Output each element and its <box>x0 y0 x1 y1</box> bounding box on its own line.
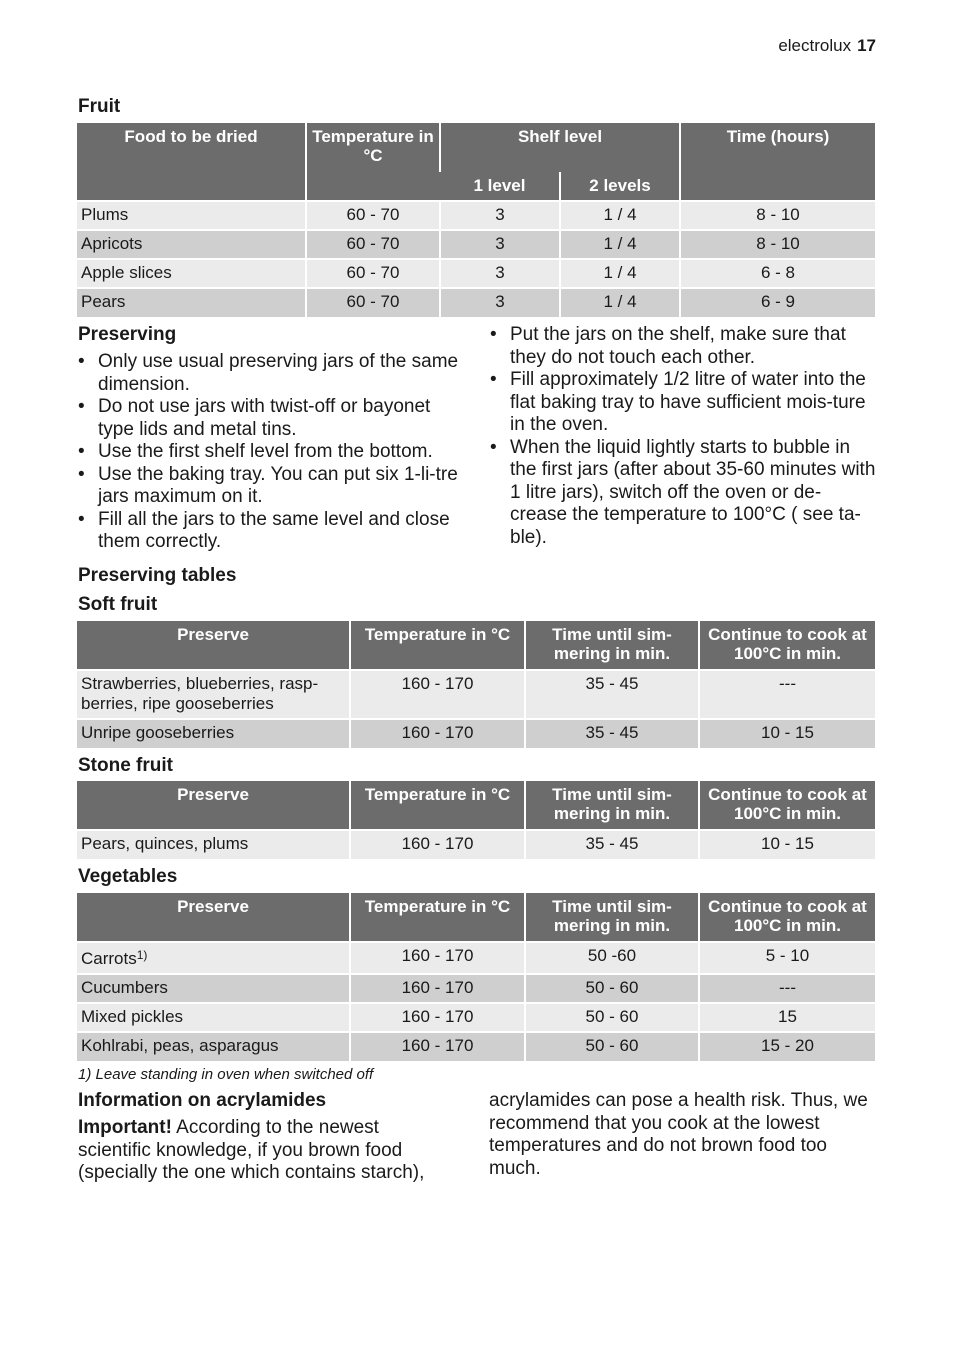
important-label: Important! <box>78 1117 172 1138</box>
header-time: Time (hours) <box>680 123 875 201</box>
header-temperature: Temperature in °C <box>350 893 525 942</box>
cell-simmering: 35 - 45 <box>525 719 699 748</box>
cell-two-levels: 1 / 4 <box>560 201 680 230</box>
header-simmering: Time until sim-mering in min. <box>525 893 699 942</box>
list-item: • Put the jars on the shelf, make sure that they do not touch each other. <box>490 324 876 369</box>
cell-temperature: 60 - 70 <box>306 230 440 259</box>
header-continue: Continue to cook at 100°C in min. <box>699 781 875 830</box>
header-temperature: Temperature in °C <box>306 123 440 201</box>
table-row <box>77 670 875 719</box>
table-row <box>77 830 875 859</box>
cell-continue: 15 <box>699 1003 875 1032</box>
cell-preserve: Pears, quinces, plums <box>77 830 350 859</box>
cell-one-level: 3 <box>440 201 560 230</box>
cell-preserve: Cucumbers <box>77 974 350 1003</box>
cell-temperature: 60 - 70 <box>306 288 440 317</box>
cell-temperature: 160 - 170 <box>350 1003 525 1032</box>
cell-simmering: 50 -60 <box>525 942 699 974</box>
cell-temperature: 160 - 170 <box>350 942 525 974</box>
header-two-levels: 2 levels <box>560 172 680 201</box>
list-item: • Do not use jars with twist-off or bayonet type lids and metal tins. <box>78 396 464 441</box>
cell-preserve: Strawberries, blueberries, rasp-berries, ripe gooseberries <box>77 670 350 719</box>
header-temperature: Temperature in °C <box>350 781 525 830</box>
header-continue: Continue to cook at 100°C in min. <box>699 893 875 942</box>
stone-fruit-table <box>77 781 875 859</box>
header-simmering: Time until sim-mering in min. <box>525 781 699 830</box>
footnote: 1) Leave standing in oven when switched off <box>78 1066 374 1083</box>
vegetables-title: Vegetables <box>78 866 178 887</box>
cell-continue: 15 - 20 <box>699 1032 875 1061</box>
stone-fruit-title: Stone fruit <box>78 755 173 776</box>
table-row <box>77 942 875 974</box>
cell-food: Pears <box>77 288 306 317</box>
fruit-title: Fruit <box>78 96 121 117</box>
cell-simmering: 35 - 45 <box>525 670 699 719</box>
header-preserve: Preserve <box>77 893 350 942</box>
fruit-table <box>77 123 875 317</box>
table-row <box>77 259 875 288</box>
cell-preserve-text: Carrots <box>81 949 137 968</box>
cell-preserve <box>77 942 350 974</box>
preserving-tables-title: Preserving tables <box>78 565 237 586</box>
cell-simmering: 50 - 60 <box>525 1032 699 1061</box>
list-item: • Fill approximately 1/2 litre of water into the flat baking tray to have sufficient mois-ture in the oven. <box>490 369 876 437</box>
cell-temperature: 60 - 70 <box>306 201 440 230</box>
acrylamides-text-right: acrylamides can pose a health risk. Thus, we recommend that you cook at the lowest temperatures and do not brown food too much. <box>489 1090 868 1179</box>
preserving-title: Preserving <box>78 324 177 345</box>
acrylamides-text-left <box>78 1117 450 1185</box>
cell-food: Plums <box>77 201 306 230</box>
cell-simmering: 50 - 60 <box>525 974 699 1003</box>
cell-preserve: Mixed pickles <box>77 1003 350 1032</box>
acrylamides-title: Information on acrylamides <box>78 1090 327 1111</box>
cell-one-level: 3 <box>440 230 560 259</box>
acrylamides-left-body: According to the newest scientific knowledge, if you brown food (specially the one which contains starch), <box>78 1117 425 1183</box>
soft-fruit-table <box>77 621 875 748</box>
header-one-level: 1 level <box>440 172 560 201</box>
soft-fruit-title: Soft fruit <box>78 594 158 615</box>
cell-one-level: 3 <box>440 288 560 317</box>
table-row <box>77 288 875 317</box>
cell-one-level: 3 <box>440 259 560 288</box>
cell-preserve: Unripe gooseberries <box>77 719 350 748</box>
vegetables-table <box>77 893 875 1061</box>
table-row <box>77 719 875 748</box>
header-preserve: Preserve <box>77 781 350 830</box>
header-simmering: Time until sim-mering in min. <box>525 621 699 670</box>
header-shelf-level: Shelf level <box>440 123 680 172</box>
cell-simmering: 35 - 45 <box>525 830 699 859</box>
cell-preserve: Kohlrabi, peas, asparagus <box>77 1032 350 1061</box>
cell-continue: 10 - 15 <box>699 830 875 859</box>
table-row <box>77 201 875 230</box>
page-number: 17 <box>857 36 876 55</box>
preserving-list-left <box>78 351 464 554</box>
cell-two-levels: 1 / 4 <box>560 230 680 259</box>
table-row <box>77 1003 875 1032</box>
cell-temperature: 160 - 170 <box>350 830 525 859</box>
list-item: • Fill all the jars to the same level and close them correctly. <box>78 509 464 554</box>
cell-temperature: 160 - 170 <box>350 719 525 748</box>
preserving-list-right <box>490 324 876 549</box>
page-header <box>778 36 876 56</box>
cell-continue: --- <box>699 974 875 1003</box>
cell-food: Apricots <box>77 230 306 259</box>
table-row <box>77 1032 875 1061</box>
list-item: • Use the first shelf level from the bottom. <box>78 441 464 464</box>
table-row <box>77 974 875 1003</box>
header-preserve: Preserve <box>77 621 350 670</box>
cell-continue: --- <box>699 670 875 719</box>
cell-time: 8 - 10 <box>680 230 875 259</box>
cell-time: 8 - 10 <box>680 201 875 230</box>
cell-food: Apple slices <box>77 259 306 288</box>
cell-two-levels: 1 / 4 <box>560 259 680 288</box>
header-continue: Continue to cook at 100°C in min. <box>699 621 875 670</box>
cell-temperature: 60 - 70 <box>306 259 440 288</box>
cell-temperature: 160 - 170 <box>350 670 525 719</box>
list-item: • Use the baking tray. You can put six 1-li-tre jars maximum on it. <box>78 464 464 509</box>
brand-name: electrolux <box>778 36 852 55</box>
list-item: • Only use usual preserving jars of the same dimension. <box>78 351 464 396</box>
cell-temperature: 160 - 170 <box>350 974 525 1003</box>
cell-two-levels: 1 / 4 <box>560 288 680 317</box>
header-food: Food to be dried <box>77 123 306 201</box>
header-temperature: Temperature in °C <box>350 621 525 670</box>
cell-simmering: 50 - 60 <box>525 1003 699 1032</box>
footnote-marker: 1) <box>136 948 148 962</box>
table-row <box>77 230 875 259</box>
list-item: • When the liquid lightly starts to bubble in the first jars (after about 35-60 minutes with 1 litre jars), switch off the oven or de-crease the temperature to 100°C ( see ta-ble). <box>490 437 876 550</box>
cell-time: 6 - 9 <box>680 288 875 317</box>
cell-temperature: 160 - 170 <box>350 1032 525 1061</box>
cell-continue: 10 - 15 <box>699 719 875 748</box>
cell-continue: 5 - 10 <box>699 942 875 974</box>
cell-time: 6 - 8 <box>680 259 875 288</box>
